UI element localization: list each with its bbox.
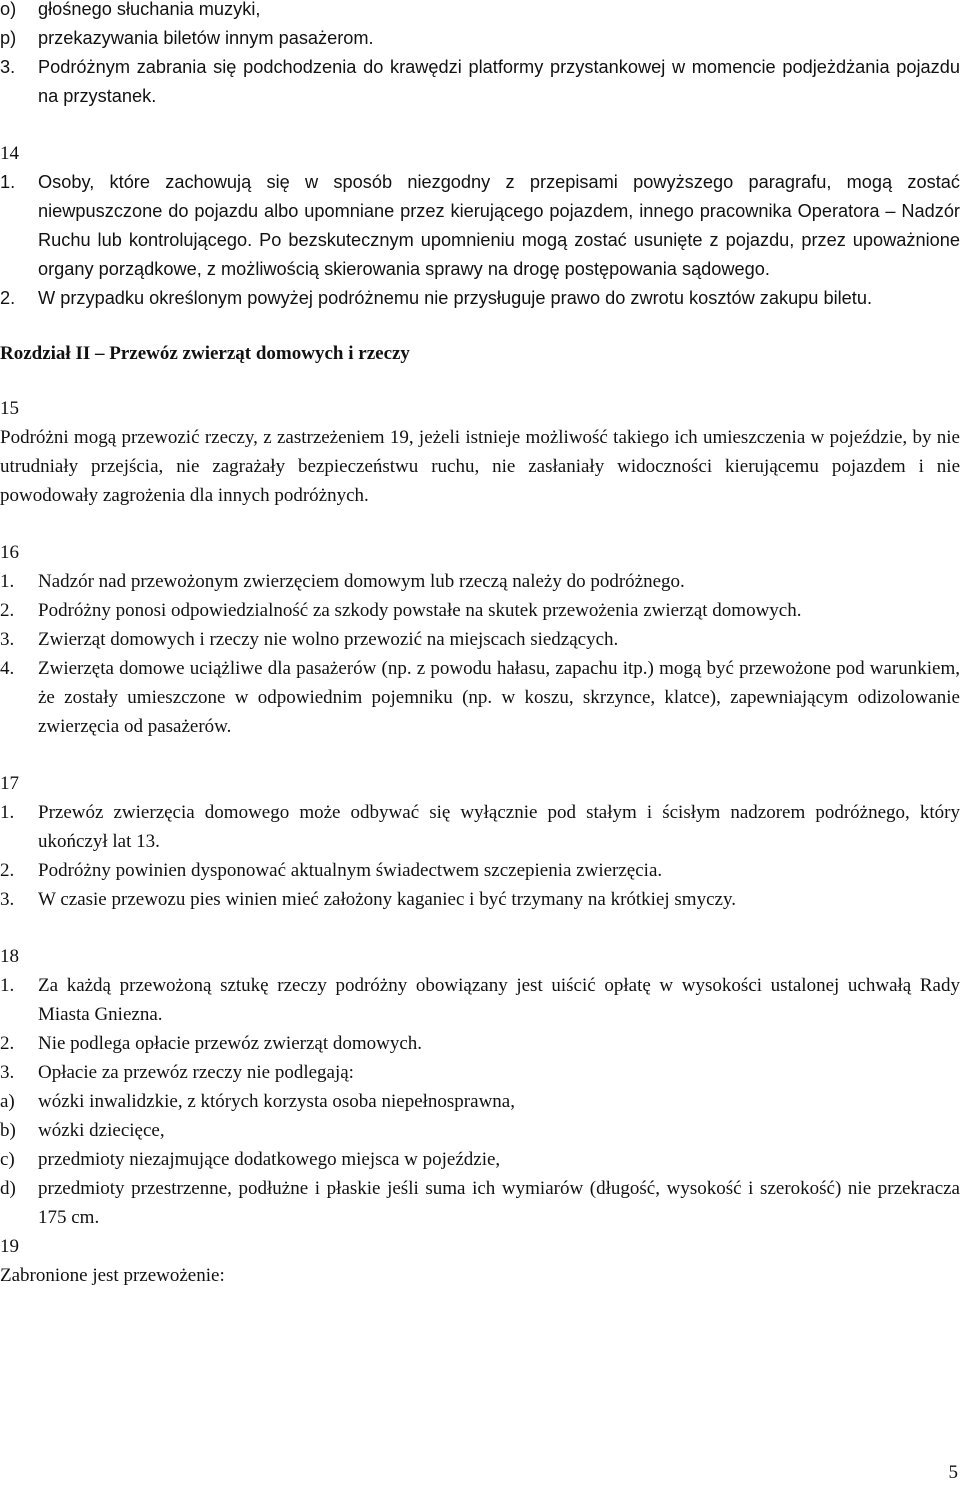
section-number-15: 15 — [0, 398, 19, 419]
list-item-text: Podróżnym zabrania się podchodzenia do krawędzi platformy przystankowej w momencie podjeżdżania pojazdu na przystanek. — [38, 57, 960, 106]
list-item — [0, 1116, 960, 1145]
list-item — [0, 53, 960, 111]
section-17-list — [0, 798, 960, 914]
list-item-text: W przypadku określonym powyżej podróżnemu nie przysługuje prawo do zwrotu kosztów zakupu biletu. — [38, 288, 872, 308]
list-marker: 3. — [0, 1062, 15, 1083]
list-item-text: Podróżny powinien dysponować aktualnym świadectwem szczepienia zwierzęcia. — [38, 860, 663, 881]
list-marker: 2. — [0, 1033, 15, 1054]
chapter-heading: Rozdział II – Przewóz zwierząt domowych i rzeczy — [0, 343, 410, 364]
section-19-text: Zabronione jest przewożenie: — [0, 1265, 225, 1286]
list-item-text: przedmioty niezajmujące dodatkowego miejsca w pojeździe, — [38, 1149, 501, 1170]
spacer — [0, 741, 960, 769]
list-item — [0, 625, 960, 654]
list-item-text: Zwierzęta domowe uciążliwe dla pasażerów (np. z powodu hałasu, zapachu itp.) mogą być przewożone pod warunkiem, że zostały umieszczone w odpowiednim pojemniku (np. w koszu, skrzynce, klatce), zapewniającym odizolowanie zwierzęcia od pasażerów. — [38, 658, 960, 737]
section-number-14: 14 — [0, 143, 19, 164]
spacer — [0, 368, 960, 394]
section-16-list — [0, 567, 960, 741]
list-marker: 1. — [0, 802, 15, 823]
list-item — [0, 1145, 960, 1174]
list-item — [0, 654, 960, 741]
section-number-16: 16 — [0, 542, 19, 563]
list-marker: d) — [0, 1178, 16, 1199]
spacer — [0, 111, 960, 139]
list-marker: p) — [0, 28, 17, 48]
spacer — [0, 510, 960, 538]
list-item-text: Nie podlega opłacie przewóz zwierząt domowych. — [38, 1033, 423, 1054]
section-18-list — [0, 971, 960, 1232]
list-item — [0, 856, 960, 885]
list-marker: 3. — [0, 629, 15, 650]
list-item-text: Podróżny ponosi odpowiedzialność za szkody powstałe na skutek przewożenia zwierząt domowych. — [38, 600, 802, 621]
list-item — [0, 1029, 960, 1058]
list-item-text: głośnego słuchania muzyki, — [38, 0, 261, 19]
list-item — [0, 24, 960, 53]
list-item-text: Osoby, które zachowują się w sposób niezgodny z przepisami powyższego paragrafu, mogą zostać niewpuszczone do pojazdu albo upomniane przez kierującego pojazdem, innego pracownika Operatora – Nadzór Ruchu lub kontrolującego. Po bezskutecznym upomnieniu mogą zostać usunięte z pojazdu, przez upoważnione organy porządkowe, z możliwością skierowania sprawy na drogę postępowania sądowego. — [38, 172, 960, 279]
list-item-text: Opłacie za przewóz rzeczy nie podlegają: — [38, 1062, 354, 1083]
list-item — [0, 0, 960, 24]
list-marker: b) — [0, 1120, 16, 1141]
list-marker: 1. — [0, 172, 16, 192]
list-item — [0, 1087, 960, 1116]
section-number-19: 19 — [0, 1236, 19, 1257]
list-item-text: przekazywania biletów innym pasażerom. — [38, 28, 374, 48]
list-item-text: W czasie przewozu pies winien mieć założony kaganiec i być trzymany na krótkiej smyczy. — [38, 889, 736, 910]
list-item — [0, 596, 960, 625]
list-item — [0, 885, 960, 914]
list-item-text: Zwierząt domowych i rzeczy nie wolno przewozić na miejscach siedzących. — [38, 629, 619, 650]
page-number: 5 — [948, 1462, 958, 1483]
list-marker: 2. — [0, 600, 15, 621]
spacer — [0, 914, 960, 942]
list-item-text: Nadzór nad przewożonym zwierzęciem domowym lub rzeczą należy do podróżnego. — [38, 571, 685, 592]
list-marker: 1. — [0, 571, 15, 592]
list-marker: a) — [0, 1091, 15, 1112]
list-item-text: przedmioty przestrzenne, podłużne i płaskie jeśli suma ich wymiarów (długość, wysokość i szerokość) nie przekracza 175 cm. — [38, 1178, 960, 1228]
list-marker: 2. — [0, 288, 16, 308]
list-marker: 2. — [0, 860, 15, 881]
section-15-text: Podróżni mogą przewozić rzeczy, z zastrzeżeniem 19, jeżeli istnieje możliwość takiego ich umieszczenia w pojeździe, by nie utrudniały przejścia, nie zagrażały bezpieczeństwu ruchu, nie zasłaniały widoczności kierującemu pojazdem i nie powodowały zagrożenia dla innych podróżnych. — [0, 427, 960, 506]
list-item — [0, 1174, 960, 1232]
list-marker: 1. — [0, 975, 15, 996]
list-marker: 4. — [0, 658, 15, 679]
list-item — [0, 1058, 960, 1087]
list-marker: 3. — [0, 889, 15, 910]
list-item-text: wózki inwalidzkie, z których korzysta osoba niepełnosprawna, — [38, 1091, 515, 1112]
section-number-18: 18 — [0, 946, 19, 967]
list-item — [0, 284, 960, 313]
list-item — [0, 971, 960, 1029]
list-item-text: Przewóz zwierzęcia domowego może odbywać się wyłącznie pod stałym i ścisłym nadzorem podróżnego, który ukończył lat 13. — [38, 802, 960, 852]
spacer — [0, 313, 960, 339]
list-item-text: Za każdą przewożoną sztukę rzeczy podróżny obowiązany jest uiścić opłatę w wysokości ustalonej uchwałą Rady Miasta Gniezna. — [38, 975, 960, 1025]
list-item — [0, 798, 960, 856]
list-marker: o) — [0, 0, 17, 19]
list-item-text: wózki dziecięce, — [38, 1120, 165, 1141]
list-item — [0, 168, 960, 284]
list-item — [0, 567, 960, 596]
section-number-17: 17 — [0, 773, 19, 794]
list-marker: c) — [0, 1149, 15, 1170]
list-marker: 3. — [0, 57, 16, 77]
